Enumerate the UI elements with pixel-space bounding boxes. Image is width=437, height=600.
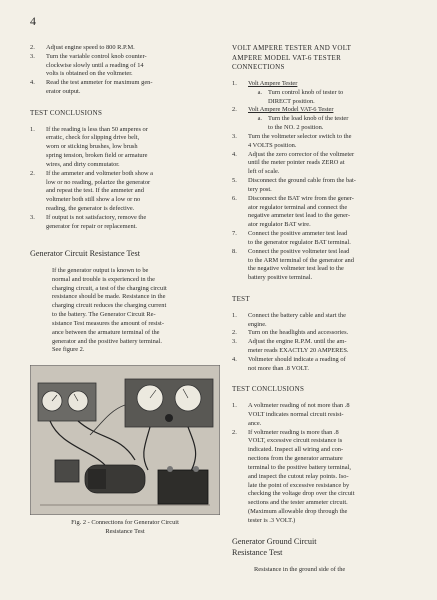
text-line: reading, the generator is defective.	[46, 205, 135, 213]
item-text	[248, 429, 418, 526]
text-line: left of scale.	[248, 168, 280, 176]
text-line: DIRECT position.	[268, 97, 315, 105]
text-line: battery positive terminal.	[248, 274, 313, 282]
text-line: tery post.	[248, 185, 272, 193]
text-line: Connect the battery cable and start the	[248, 311, 346, 319]
paragraph-line: See figure 2.	[52, 346, 85, 354]
left-conclusions-list	[30, 126, 220, 232]
item-number: 8.	[232, 247, 237, 255]
text-line: Adjust the engine R.P.M. until the am-	[248, 338, 347, 346]
paragraph-line: charging circuit reduces the charging current	[52, 302, 167, 310]
item-text	[248, 151, 418, 177]
heading-line: CONNECTIONS	[232, 63, 285, 72]
text-line: If voltmeter reading is more than .8	[248, 428, 339, 436]
item-number: 1.	[232, 402, 237, 410]
text-line: Disconnect the BAT wire from the gener-	[248, 194, 354, 202]
item-number: a.	[257, 88, 262, 96]
heading-line: AMPERE MODEL VAT-6 TESTER	[232, 53, 342, 62]
right-section-title	[232, 536, 418, 559]
item-text	[248, 177, 418, 195]
numbered-step	[232, 115, 418, 133]
text-line: indicated. Inspect all wiring and con-	[248, 446, 344, 454]
text-line: ator regulator terminal and connect the	[248, 203, 348, 211]
paragraph-line: If the generator output is known to be	[52, 266, 149, 274]
item-text	[248, 133, 418, 151]
item-number: 2.	[30, 44, 35, 51]
item-text	[248, 230, 418, 248]
text-line: until the meter pointer reads ZERO at	[248, 159, 345, 167]
numbered-step	[232, 177, 418, 195]
paragraph-line: sistance Test measures the amount of resist-	[52, 319, 164, 327]
item-text	[268, 115, 348, 133]
text-line: terminal to the positive battery terminal,	[248, 463, 351, 471]
item-text	[46, 44, 220, 53]
item-number: 5.	[232, 177, 237, 185]
right-paragraph	[232, 566, 418, 575]
item-text	[46, 170, 220, 214]
conclusion-item	[232, 429, 418, 526]
text-line: VOLT, excessive circuit resistance is	[248, 437, 343, 445]
text-line: to the ARM terminal of the generator and	[248, 256, 354, 264]
right-heading	[232, 44, 418, 73]
item-number: 2.	[232, 106, 237, 114]
text-line: VOLT indicates normal circuit resist-	[248, 410, 344, 418]
left-column	[30, 44, 220, 536]
text-line: voltmeter both still show a low or no	[46, 196, 141, 204]
item-text	[248, 195, 418, 230]
text-line: If the ammeter and voltmeter both show a	[46, 169, 154, 177]
item-number: 1.	[30, 125, 35, 133]
paragraph-line: ance between the armature terminal of the	[52, 328, 160, 336]
right-conclusions-list	[232, 402, 418, 526]
section-title-line: Resistance Test	[232, 548, 283, 558]
text-line: Adjust the zero corrector of the voltmeter	[248, 150, 355, 158]
paragraph-line: charging circuit, a test of the charging circuit	[52, 284, 167, 292]
numbered-step	[30, 44, 220, 53]
text-line: If the reading is less than 50 amperes or	[46, 125, 148, 133]
caption-line: Fig. 2 - Connections for Generator Circuit	[71, 519, 179, 527]
item-text	[248, 312, 418, 330]
item-number: 3.	[232, 132, 237, 140]
text-line: wires, and dirty commutator.	[46, 160, 120, 168]
figure-2	[30, 365, 220, 536]
text-line: 4 VOLTS position.	[248, 141, 297, 149]
page-number: 4	[30, 14, 36, 28]
numbered-step	[232, 248, 418, 283]
right-test-heading: TEST	[232, 295, 250, 304]
text-line: nections from the generator armature	[248, 455, 343, 463]
item-number: 3.	[30, 213, 35, 221]
text-line: checking the voltage drop over the circuit	[248, 490, 355, 498]
text-line: low or no reading, polarize the generator	[46, 178, 151, 186]
text-line: Turn the load knob of the tester	[268, 115, 349, 123]
text-line: Turn control knob of tester to	[268, 88, 344, 96]
text-line: erator output.	[46, 88, 81, 96]
text-line: spring tension, broken field or armature	[46, 152, 148, 160]
numbered-step	[232, 230, 418, 248]
item-text	[46, 53, 220, 79]
item-text	[46, 214, 220, 232]
test-step	[232, 312, 418, 330]
item-number: 4.	[30, 79, 35, 87]
text-line: ator regulator BAT wire.	[248, 221, 311, 229]
figure-caption	[30, 519, 220, 536]
item-text	[248, 80, 418, 89]
numbered-step	[232, 151, 418, 177]
caption-line: Resistance Test	[105, 527, 145, 535]
numbered-step	[232, 133, 418, 151]
left-section-title: Generator Circuit Resistance Test	[30, 248, 140, 258]
text-line: to the generator regulator BAT terminal.	[248, 238, 351, 246]
item-number: a.	[257, 115, 262, 123]
text-line: ance.	[248, 419, 262, 427]
text-line: Connect the positive voltmeter test lead	[248, 247, 350, 255]
numbered-step	[30, 53, 220, 79]
text-line: tester is .3 VOLT.)	[248, 516, 296, 524]
right-conclusions-heading: TEST CONCLUSIONS	[232, 385, 305, 394]
item-number: 2.	[232, 428, 237, 436]
paragraph-line: generator and the positive battery terminal.	[52, 337, 163, 345]
text-line: Voltmeter should indicate a reading of	[248, 355, 346, 363]
text-line: A voltmeter reading of not more than .8	[248, 402, 350, 410]
item-number: 1.	[232, 311, 237, 319]
text-line: engine.	[248, 320, 267, 328]
item-number: 4.	[232, 355, 237, 363]
text-line: Turn the voltmeter selector switch to the	[248, 132, 352, 140]
text-line: (Maximum allowable drop through the	[248, 508, 348, 516]
item-text	[248, 402, 418, 428]
item-number: 2.	[232, 329, 237, 337]
item-text	[46, 126, 220, 170]
item-text	[46, 79, 220, 97]
numbered-step	[232, 106, 418, 115]
test-step	[232, 329, 418, 338]
left-conclusions-heading: TEST CONCLUSIONS	[30, 108, 103, 117]
right-test-steps	[232, 312, 418, 374]
text-line: generator for repair or replacement.	[46, 222, 138, 230]
test-step	[232, 356, 418, 374]
text-line: negative ammeter test lead to the gener-	[248, 212, 351, 220]
paragraph-line: Resistance in the ground side of the	[254, 566, 346, 574]
item-text	[248, 356, 418, 374]
text-line: Adjust engine speed to 800 R.P.M.	[46, 44, 135, 51]
conclusion-item	[30, 126, 220, 170]
item-number: 7.	[232, 230, 237, 238]
item-text	[248, 338, 418, 356]
text-line: Volt Ampere Tester	[248, 79, 298, 87]
conclusion-item	[232, 402, 418, 428]
text-line: Read the test ammeter for maximum gen-	[46, 79, 153, 87]
numbered-step	[232, 80, 418, 89]
text-line: worn or sticking brushes, low brush	[46, 143, 138, 151]
text-line: Disconnect the ground cable from the bat-	[248, 177, 356, 185]
text-line: volts is obtained on the voltmeter.	[46, 70, 133, 78]
item-number: 3.	[232, 338, 237, 346]
text-line: Volt Ampere Model VAT-6 Tester	[248, 106, 334, 114]
text-line: late the point of excessive resistance by	[248, 481, 350, 489]
text-line: Turn on the headlights and accessories.	[248, 329, 349, 337]
text-line: the negative voltmeter test lead to the	[248, 265, 344, 273]
left-top-steps	[30, 44, 220, 97]
item-text	[248, 329, 418, 338]
text-line: and repeat the test. If the ammeter and	[46, 187, 144, 195]
item-number: 2.	[30, 169, 35, 177]
item-text	[248, 248, 418, 283]
heading-line: VOLT AMPERE TESTER AND VOLT	[232, 44, 352, 52]
text-line: Turn the variable control knob counter-	[46, 52, 147, 60]
item-number: 3.	[30, 52, 35, 60]
text-line: to the NO. 2 position.	[268, 124, 324, 132]
figure-photo	[30, 365, 220, 515]
left-paragraph	[30, 267, 220, 355]
section-title-line: Generator Ground Circuit	[232, 536, 317, 546]
item-text	[248, 106, 418, 115]
text-line: and inspect the cutout relay points. Iso-	[248, 472, 349, 480]
right-connection-steps	[232, 80, 418, 283]
paragraph-line: resistance should be made. Resistance in the	[52, 293, 166, 301]
conclusion-item	[30, 170, 220, 214]
conclusion-item	[30, 214, 220, 232]
paragraph-line: normal and trouble is experienced in the	[52, 275, 155, 283]
text-line: Connect the positive ammeter test lead	[248, 230, 348, 238]
text-line: meter reads EXACTLY 20 AMPERES.	[248, 346, 349, 354]
test-step	[232, 338, 418, 356]
item-number: 4.	[232, 150, 237, 158]
text-line: If output is not satisfactory, remove the	[46, 213, 147, 221]
right-column	[232, 44, 418, 575]
item-number: 6.	[232, 194, 237, 202]
item-text	[268, 89, 343, 107]
paragraph-line: to the battery. The Generator Circuit Re-	[52, 311, 156, 319]
numbered-step	[232, 89, 418, 107]
numbered-step	[232, 195, 418, 230]
item-number: 1.	[232, 79, 237, 87]
text-line: not more than .8 VOLT.	[248, 364, 309, 372]
text-line: clockwise slowly until a reading of 14	[46, 61, 144, 69]
text-line: sections and the tester ammeter circuit.	[248, 499, 348, 507]
text-line: erratic, check for slipping drive belt,	[46, 134, 140, 142]
numbered-step	[30, 79, 220, 97]
